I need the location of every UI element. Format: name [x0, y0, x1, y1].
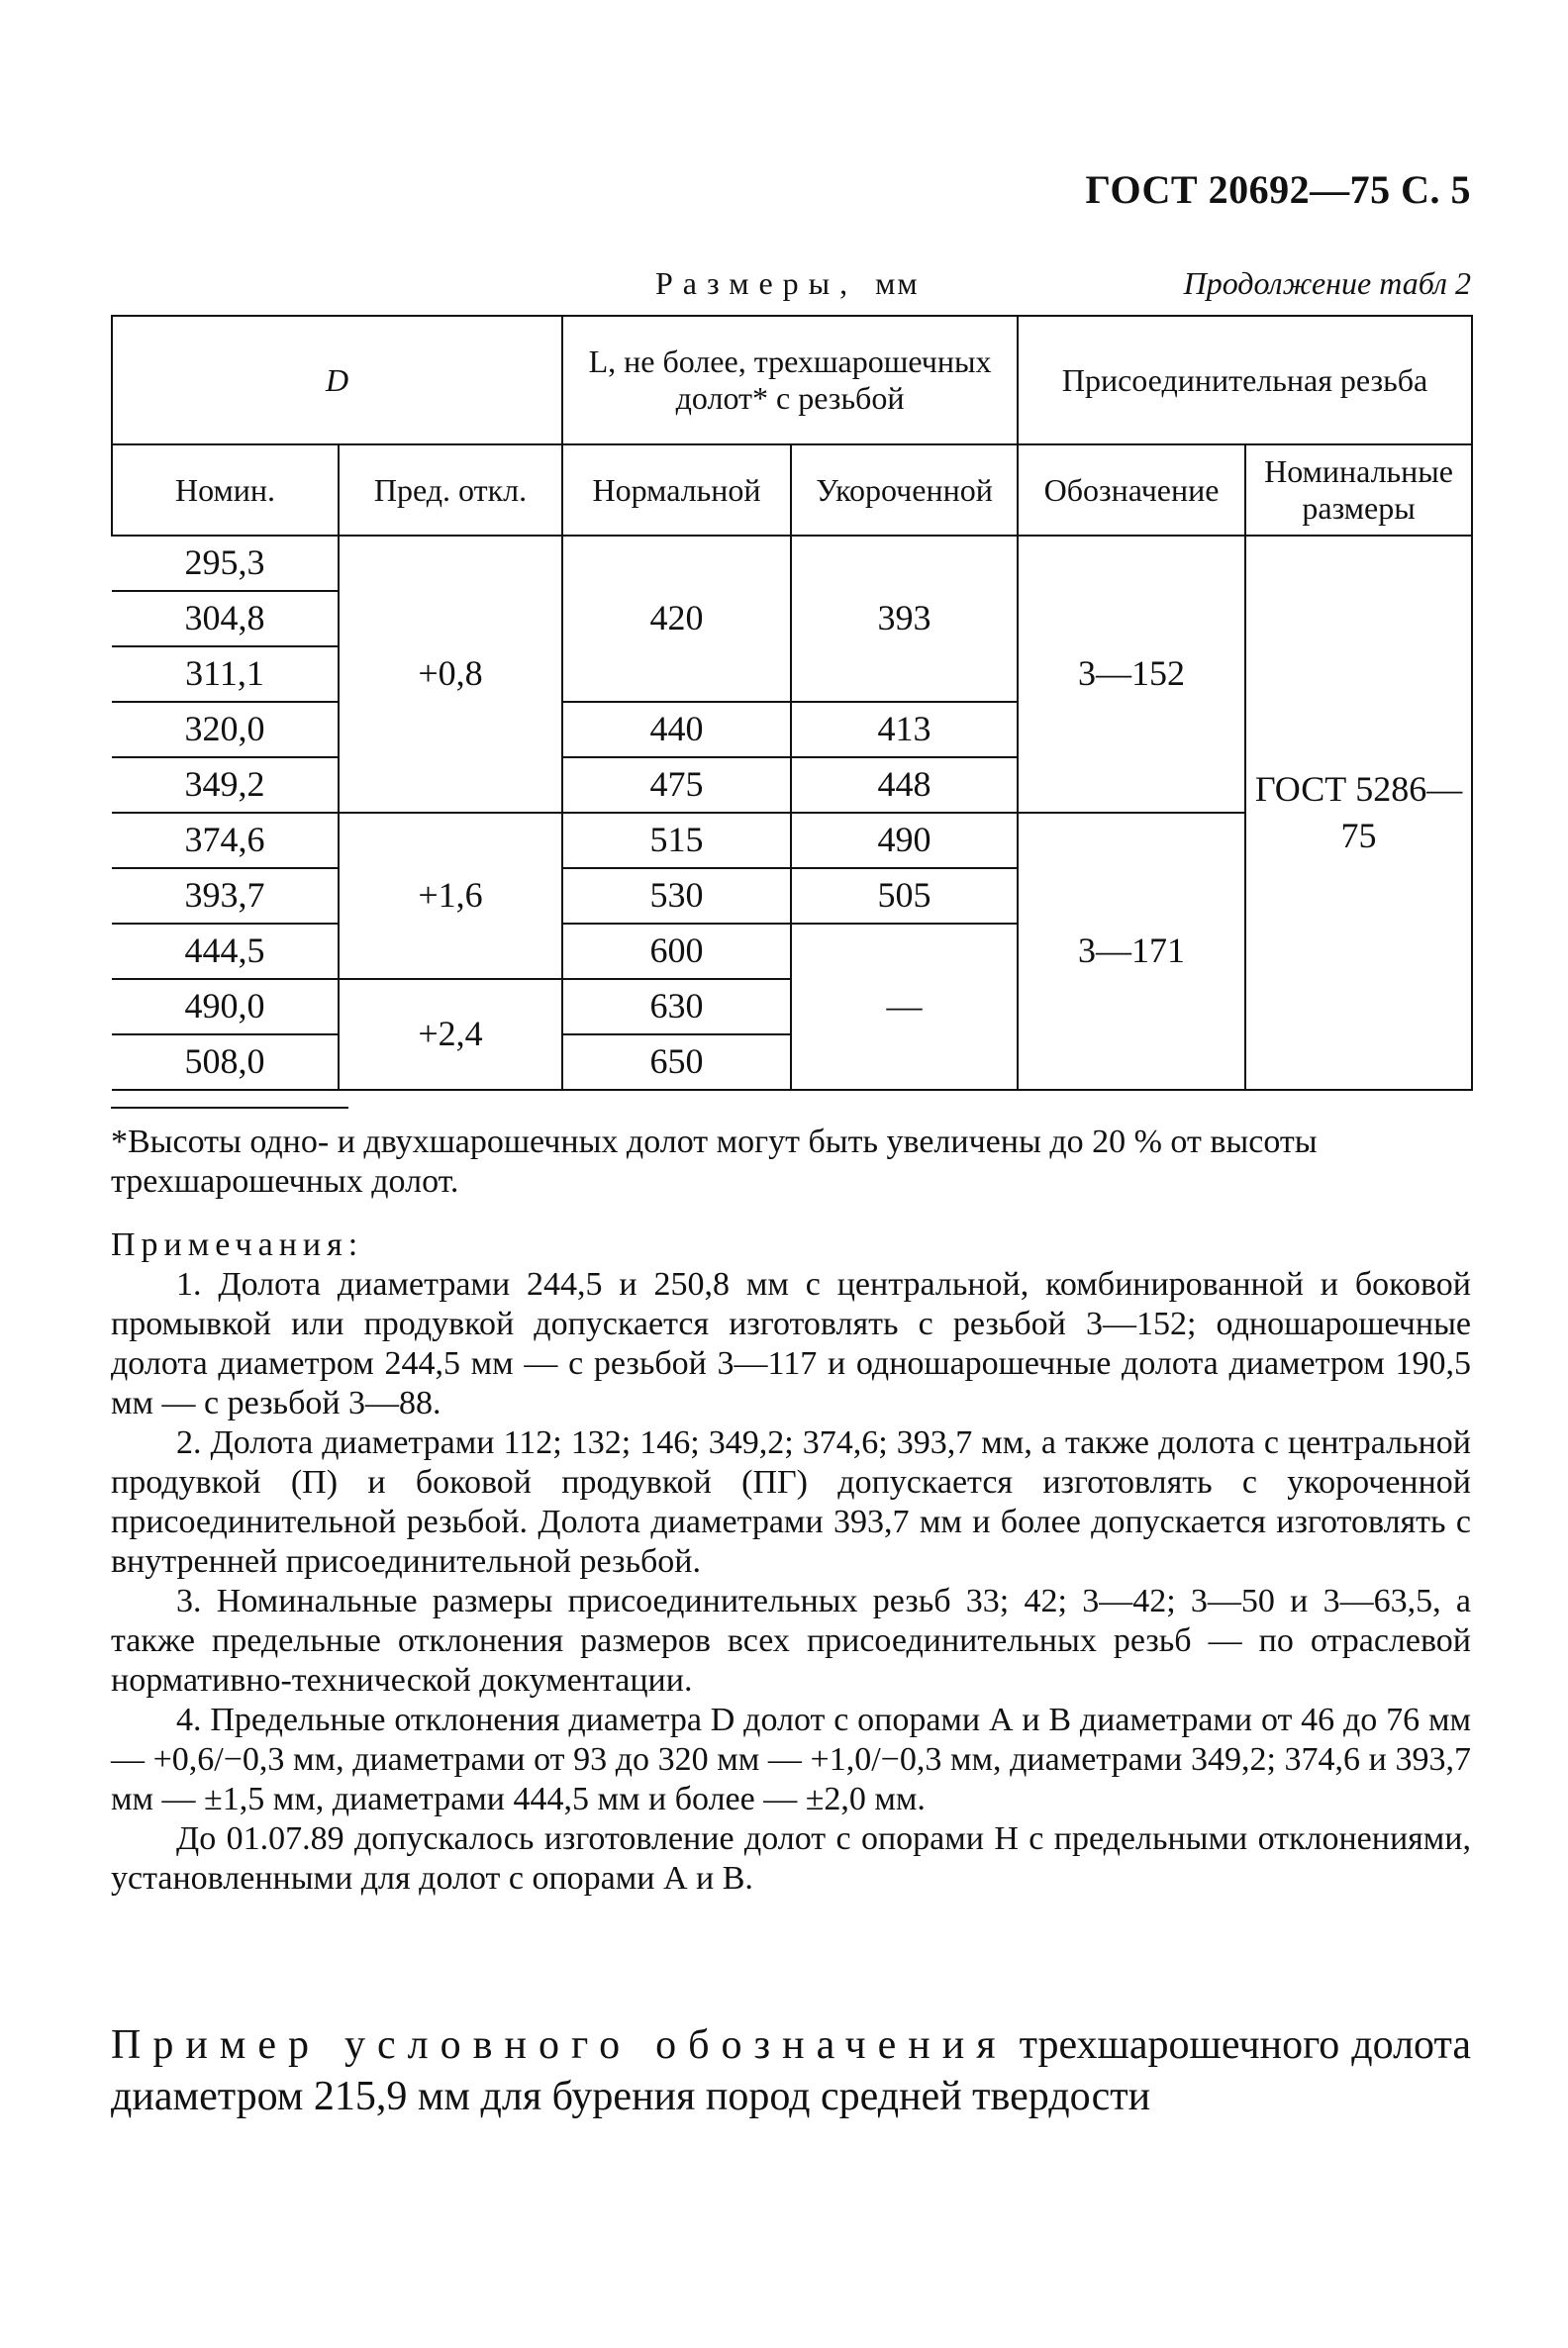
- cell-nominal: 508,0: [112, 1034, 339, 1090]
- cell-nominal: 295,3: [112, 536, 339, 591]
- cell-nominal: 374,6: [112, 813, 339, 868]
- cell-normal: 600: [562, 924, 791, 979]
- cell-nominal: 444,5: [112, 924, 339, 979]
- note-5: До 01.07.89 допускалось изготовление долот с опорами Н с предельными отклонениями, установленными для долот с опорами А и В.: [111, 1820, 1471, 1897]
- cell-nominal: 311,1: [112, 646, 339, 702]
- cell-normal: 630: [562, 979, 791, 1034]
- subheader-deviation: Пред. откл.: [339, 444, 562, 536]
- cell-deviation: +0,8: [339, 536, 562, 813]
- example-lead: Пример условного обозначения: [111, 2022, 1008, 2068]
- cell-short: 448: [791, 757, 1018, 813]
- subheader-short: Укороченной: [791, 444, 1018, 536]
- subheader-normal: Нормальной: [562, 444, 791, 536]
- note-3: 3. Номинальные размеры присоединительных резьб 33; 42; 3—42; 3—50 и 3—63,5, а также предельные отклонения размеров всех присоединительных резьб — по отраслевой нормативно-технической документации.: [111, 1583, 1471, 1699]
- header-l: L, не более, трехшарошечных долот* с резьбой: [562, 316, 1018, 444]
- cell-normal: 475: [562, 757, 791, 813]
- cell-short: 393: [791, 536, 1018, 702]
- cell-normal: 650: [562, 1034, 791, 1090]
- cell-short: 505: [791, 868, 1018, 924]
- cell-designation: 3—152: [1018, 536, 1245, 813]
- example-text: трехшарошечного долота диаметром 215,9 мм для бурения пород средней твердости: [111, 2022, 1471, 2119]
- subheader-designation: Обозначение: [1018, 444, 1245, 536]
- cell-nominal: 490,0: [112, 979, 339, 1034]
- subheader-nominal: Номин.: [112, 444, 339, 536]
- cell-short: —: [791, 924, 1018, 1090]
- subheader-nominal-sizes: Номинальные размеры: [1245, 444, 1472, 536]
- cell-normal: 420: [562, 536, 791, 702]
- table-header-row: [112, 316, 1472, 444]
- cell-normal: 440: [562, 702, 791, 757]
- note-2: 2. Долота диаметрами 112; 132; 146; 349,2; 374,6; 393,7 мм, а также долота с центральной продувкой (П) и боковой продувкой (ПГ) допускается изготовлять с укороченной присоединительной резьбой. Долота диаметрами 393,7 мм и более допускается изготовлять с внутренней присоединительной резьбой.: [111, 1424, 1471, 1580]
- page-header: ГОСТ 20692—75 С. 5: [1085, 167, 1471, 212]
- cell-deviation: +2,4: [339, 979, 562, 1090]
- notes-section: [111, 1225, 1471, 1899]
- header-d: D: [112, 316, 562, 444]
- cell-short: 413: [791, 702, 1018, 757]
- note-1: 1. Долота диаметрами 244,5 и 250,8 мм с центральной, комбинированной и боковой промывкой или продувкой допускается изготовлять с резьбой 3—152; одношарошечные долота диаметром 244,5 мм — с резьбой 3—117 и одношарошечные долота диаметром 190,5 мм — с резьбой 3—88.: [111, 1266, 1471, 1421]
- cell-short: 490: [791, 813, 1018, 868]
- cell-gost: ГОСТ 5286—75: [1245, 536, 1472, 1090]
- continuation-caption: Продолжение табл 2: [1183, 265, 1471, 301]
- footnote: *Высоты одно- и двухшарошечных долот могут быть увеличены до 20 % от высоты трехшарошечных долот.: [111, 1124, 1318, 1200]
- cell-normal: 515: [562, 813, 791, 868]
- cell-nominal: 349,2: [112, 757, 339, 813]
- cell-normal: 530: [562, 868, 791, 924]
- cell-deviation: +1,6: [339, 813, 562, 979]
- dimensions-table: [111, 315, 1473, 1091]
- sizes-caption: [655, 265, 920, 302]
- note-4: 4. Предельные отклонения диаметра D долот с опорами А и В диаметрами от 46 до 76 мм — +0,6/−0,3 мм, диаметрами от 93 до 320 мм — +1,0/−0,3 мм, диаметрами 349,2; 374,6 и 393,7 мм — ±1,5 мм, диаметрами 444,5 мм и более — ±2,0 мм.: [111, 1702, 1471, 1817]
- table-subheader-row: [112, 444, 1472, 536]
- cell-designation: 3—171: [1018, 813, 1245, 1090]
- example-paragraph: [111, 2019, 1471, 2122]
- cell-nominal: 393,7: [112, 868, 339, 924]
- header-thread: Присоединительная резьба: [1018, 316, 1472, 444]
- table-row: [112, 536, 1472, 591]
- sizes-caption-unit: мм: [875, 265, 920, 301]
- sizes-caption-word: Размеры,: [655, 265, 858, 301]
- cell-nominal: 320,0: [112, 702, 339, 757]
- notes-title: Примечания:: [111, 1226, 364, 1263]
- footnote-rule: [111, 1107, 348, 1109]
- cell-nominal: 304,8: [112, 591, 339, 646]
